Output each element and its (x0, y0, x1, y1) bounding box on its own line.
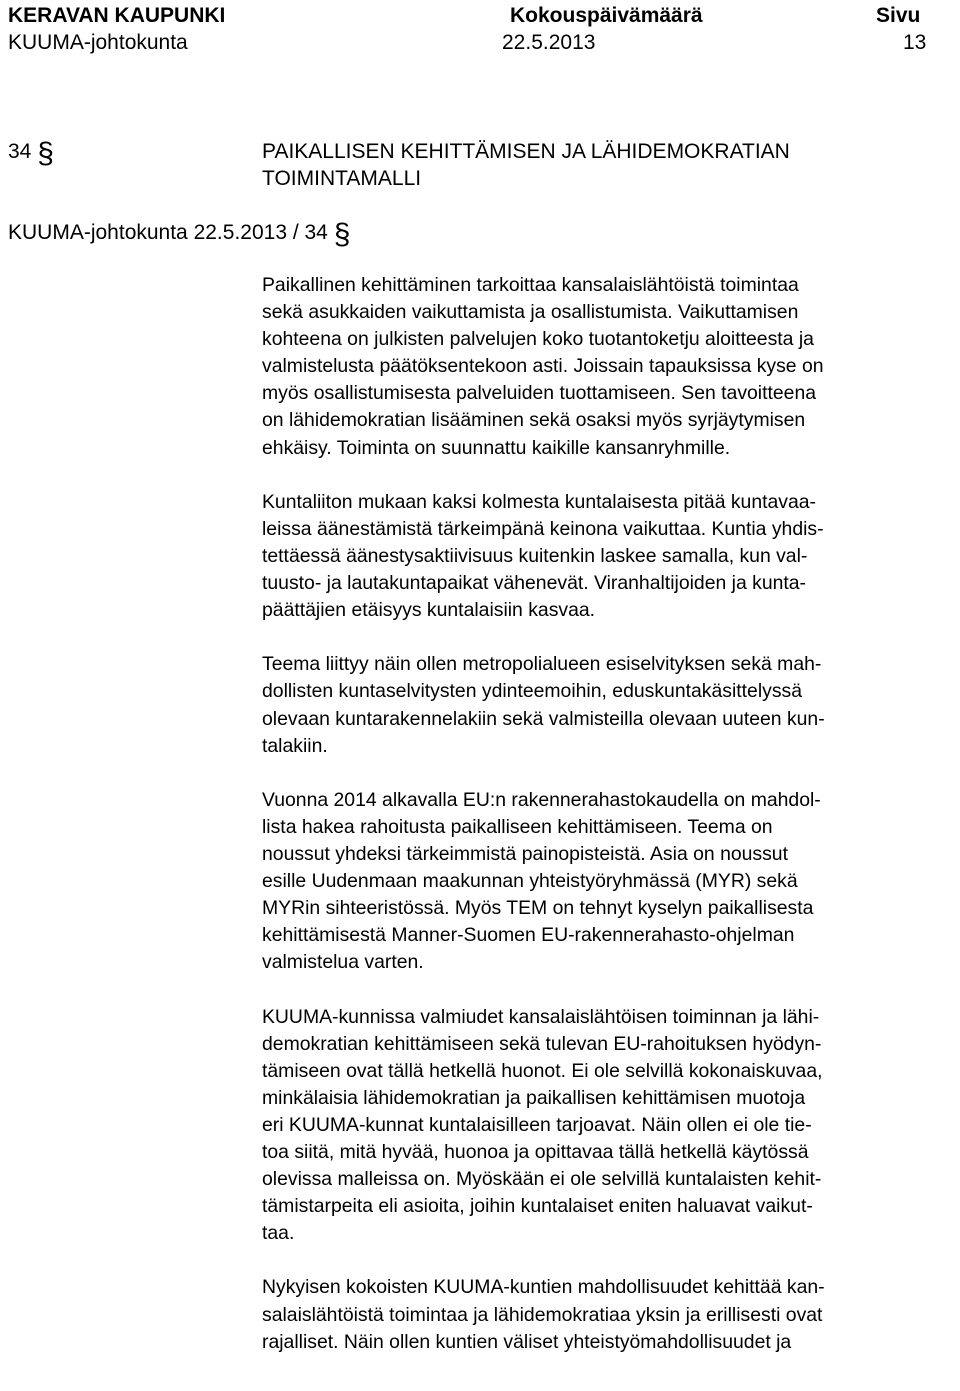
paragraph-line: kehittämisestä Manner-Suomen EU-rakennerahasto-ohjelman (262, 924, 795, 947)
paragraph-line: myös osallistumisesta palveluiden tuottamiseen. Sen tavoitteena (262, 382, 817, 405)
paragraph-line: talakiin. (262, 734, 328, 757)
paragraph-line: olevaan kuntarakennelakiin sekä valmisteilla olevaan uuteen kun- (262, 707, 825, 730)
paragraph-line: sekä asukkaiden vaikuttamista ja osallistumista. Vaikuttamisen (262, 301, 799, 324)
paragraph (262, 489, 952, 624)
paragraph-line: rajalliset. Näin ollen kuntien väliset yhteistyömahdollisuudet ja (262, 1330, 792, 1353)
paragraph-line: kohteena on julkisten palvelujen koko tuotantoketju aloitteesta ja (262, 328, 814, 351)
paragraph-line: noussut yhdeksi tärkeimmistä painopisteistä. Asia on noussut (262, 842, 788, 865)
paragraph-line: Vuonna 2014 alkavalla EU:n rakennerahastokaudella on mahdol- (262, 788, 821, 811)
paragraph-line: esille Uudenmaan maakunnan yhteistyöryhmässä (MYR) sekä (262, 870, 798, 893)
paragraph-line: Nykyisen kokoisten KUUMA-kuntien mahdollisuudet kehittää kan- (262, 1276, 825, 1299)
paragraph (262, 651, 952, 759)
section-title-line: TOIMINTAMALLI (262, 167, 422, 190)
paragraph-line: tuusto- ja lautakuntapaikat vähenevät. Viranhaltijoiden ja kunta- (262, 572, 807, 595)
section-reference: KUUMA-johtokunta 22.5.2013 / 34 (8, 221, 328, 244)
paragraph-line: ehkäisy. Toiminta on suunnattu kaikille kansanryhmille. (262, 436, 731, 459)
paragraph-line: MYRin sihteeristössä. Myös TEM on tehnyt kyselyn paikallisesta (262, 897, 814, 920)
paragraph-line: Paikallinen kehittäminen tarkoittaa kansalaislähtöistä toimintaa (262, 274, 799, 296)
paragraph (262, 1004, 952, 1248)
paragraph-line: olevissa malleissa on. Myöskään ei ole selvillä kuntalaisten kehit- (262, 1168, 822, 1191)
paragraph (262, 787, 952, 977)
municipality-name: KERAVAN KAUPUNKI (8, 4, 226, 27)
paragraph-line: KUUMA-kunnissa valmiudet kansalaislähtöisen toiminnan ja lähi- (262, 1005, 820, 1028)
paragraph-line: päättäjien etäisyys kuntalaisiin kasvaa. (262, 599, 596, 622)
paragraph (262, 272, 952, 462)
section-reference-line (8, 218, 351, 251)
date-value: 22.5.2013 (502, 31, 596, 54)
paragraph-line: eri KUUMA-kunnat kuntalaisilleen tarjoavat. Näin ollen ei ole tie- (262, 1113, 812, 1136)
paragraph-line: lista hakea rahoitusta paikalliseen kehittämiseen. Teema on (262, 815, 773, 838)
paragraph-line: demokratian kehittämiseen sekä tulevan EU-rahoituksen hyödyn- (262, 1032, 822, 1055)
paragraph (262, 1274, 952, 1355)
paragraph-line: taa. (262, 1222, 295, 1245)
paragraph-line: valmistelua varten. (262, 951, 424, 974)
paragraph-line: toa siitä, mitä hyvää, huonoa ja opittavaa tällä hetkellä käytössä (262, 1141, 809, 1163)
section-number-line (8, 137, 54, 170)
page-label: Sivu (876, 4, 921, 27)
section-sign-icon: § (333, 218, 351, 251)
paragraph-line: dollisten kuntaselvitysten ydinteemoihin, eduskuntakäsittelyssä (262, 680, 803, 703)
section-number: 34 (8, 140, 32, 163)
paragraph-line: valmistelusta päätöksentekoon asti. Joissain tapauksissa kyse on (262, 355, 824, 378)
page-number: 13 (903, 31, 927, 54)
document-header (8, 0, 952, 58)
section-sign-icon: § (37, 137, 54, 170)
paragraph-line: minkälaisia lähidemokratian ja paikallisen kehittämisen muotoja (262, 1086, 806, 1109)
paragraph-line: tämistarpeita eli asioita, joihin kuntalaiset eniten haluavat vaikut- (262, 1195, 813, 1218)
paragraph-line: on lähidemokratian lisääminen sekä osaksi myös syrjäytymisen (262, 409, 806, 432)
paragraph-line: leissa äänestämistä tärkeimpänä keinona vaikuttaa. Kuntia yhdis- (262, 517, 824, 540)
paragraph-line: tämiseen ovat tällä hetkellä huonot. Ei ole selvillä kokonaiskuvaa, (262, 1059, 823, 1082)
paragraph-line: Teema liittyy näin ollen metropolialueen esiselvityksen sekä mah- (262, 653, 822, 676)
paragraph-line: tettäessä äänestysaktiivisuus kuitenkin laskee samalla, kun val- (262, 544, 808, 567)
paragraph-line: salaislähtöistä toimintaa ja lähidemokratiaa yksin ja erillisesti ovat (262, 1303, 823, 1326)
date-label: Kokouspäivämäärä (510, 4, 703, 27)
section-title (262, 138, 922, 192)
section-title-line: PAIKALLISEN KEHITTÄMISEN JA LÄHIDEMOKRATIAN (262, 140, 790, 163)
document-body (262, 272, 952, 1356)
body-name: KUUMA-johtokunta (8, 31, 188, 54)
paragraph-line: Kuntaliiton mukaan kaksi kolmesta kuntalaisesta pitää kuntavaa- (262, 490, 817, 513)
